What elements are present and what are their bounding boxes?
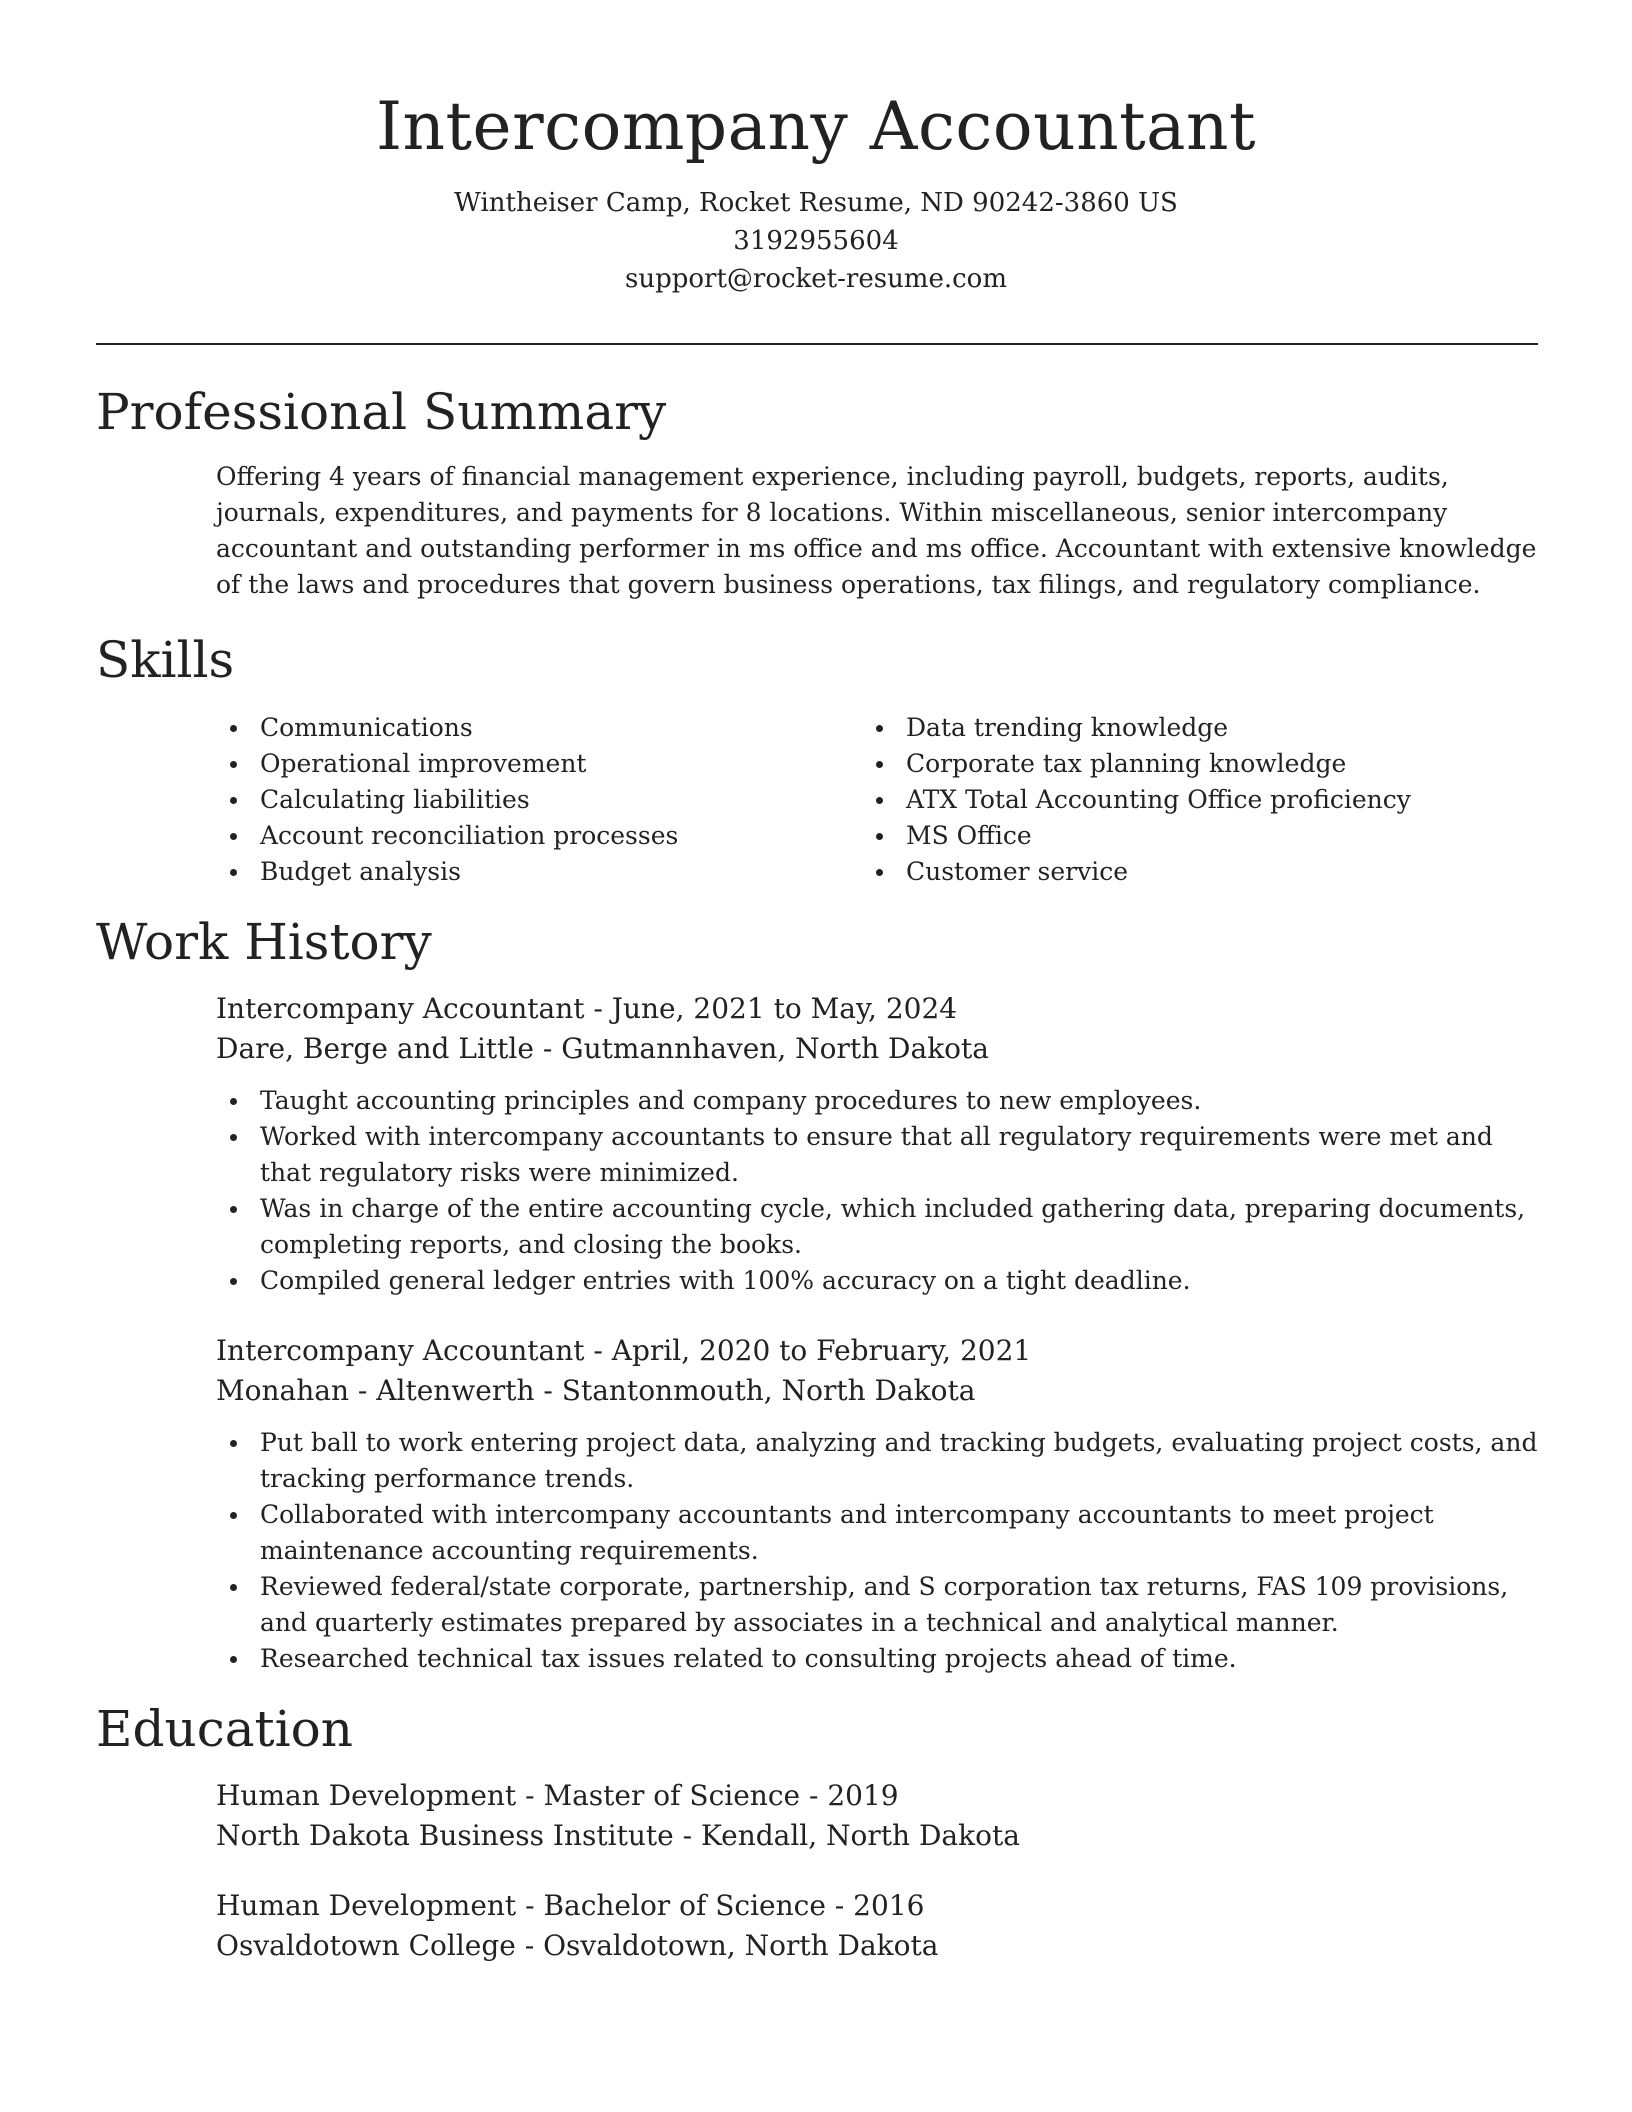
skill-item: Budget analysis: [216, 854, 856, 890]
job-duty-item: Was in charge of the entire accounting cycle, which included gathering data, preparing documents, completing reports, and closing the books.: [216, 1191, 1538, 1263]
header-divider: [96, 343, 1538, 345]
skill-item: ATX Total Accounting Office proficiency: [862, 782, 1502, 818]
job-title-dates: Intercompany Accountant - April, 2020 to February, 2021: [216, 1334, 1032, 1367]
skill-item: Operational improvement: [216, 746, 856, 782]
skill-item: Calculating liabilities: [216, 782, 856, 818]
skill-item: Communications: [216, 710, 856, 746]
skill-item: Customer service: [862, 854, 1502, 890]
candidate-name: Intercompany Accountant: [375, 88, 1257, 165]
contact-phone: 3192955604: [733, 226, 899, 256]
skills-list-left: [216, 710, 856, 890]
contact-email: support@rocket-resume.com: [624, 264, 1007, 294]
education-heading: Education: [96, 1700, 353, 1758]
job-duties-list: [216, 1425, 1538, 1677]
resume-header: [0, 82, 1632, 298]
job-entry: [216, 1331, 1538, 1677]
education-degree: Human Development - Bachelor of Science - 2016: [216, 1889, 925, 1922]
education-entry: [216, 1776, 1538, 1856]
job-duty-item: Reviewed federal/state corporate, partnership, and S corporation tax returns, FAS 109 provisions, and quarterly estimates prepared by associates in a technical and analytical manner.: [216, 1569, 1538, 1641]
work-history-heading: Work History: [96, 913, 432, 971]
education-school: Osvaldotown College - Osvaldotown, North Dakota: [216, 1929, 939, 1962]
job-company-location: Monahan - Altenwerth - Stantonmouth, North Dakota: [216, 1374, 976, 1407]
skills-list-right: [862, 710, 1502, 890]
job-duty-item: Taught accounting principles and company procedures to new employees.: [216, 1083, 1538, 1119]
education-degree: Human Development - Master of Science - 2019: [216, 1779, 899, 1812]
job-title-dates: Intercompany Accountant - June, 2021 to May, 2024: [216, 992, 958, 1025]
skills-heading: Skills: [96, 631, 235, 689]
skill-item: Account reconciliation processes: [216, 818, 856, 854]
job-duties-list: [216, 1083, 1538, 1299]
skill-item: Data trending knowledge: [862, 710, 1502, 746]
job-company-location: Dare, Berge and Little - Gutmannhaven, North Dakota: [216, 1032, 989, 1065]
summary-heading: Professional Summary: [96, 383, 667, 441]
education-entry: [216, 1886, 1538, 1966]
contact-block: [0, 184, 1632, 298]
contact-address: Wintheiser Camp, Rocket Resume, ND 90242-3860 US: [454, 188, 1178, 218]
job-duty-item: Researched technical tax issues related to consulting projects ahead of time.: [216, 1641, 1538, 1677]
skill-item: MS Office: [862, 818, 1502, 854]
job-duty-item: Put ball to work entering project data, analyzing and tracking budgets, evaluating project costs, and tracking performance trends.: [216, 1425, 1538, 1497]
job-duty-item: Collaborated with intercompany accountants and intercompany accountants to meet project maintenance accounting requirements.: [216, 1497, 1538, 1569]
job-duty-item: Compiled general ledger entries with 100% accuracy on a tight deadline.: [216, 1263, 1538, 1299]
summary-text: Offering 4 years of financial management experience, including payroll, budgets, reports, audits, journals, expenditures, and payments for 8 locations. Within miscellaneous, senior intercompany accountant and outstanding performer in ms office and ms office. Accountant with extensive knowledge of the laws and procedures that govern business operations, tax filings, and regulatory compliance.: [216, 462, 1537, 599]
skill-item: Corporate tax planning knowledge: [862, 746, 1502, 782]
job-entry: [216, 989, 1538, 1299]
education-school: North Dakota Business Institute - Kendall, North Dakota: [216, 1819, 1020, 1852]
job-duty-item: Worked with intercompany accountants to ensure that all regulatory requirements were met and that regulatory risks were minimized.: [216, 1119, 1538, 1191]
